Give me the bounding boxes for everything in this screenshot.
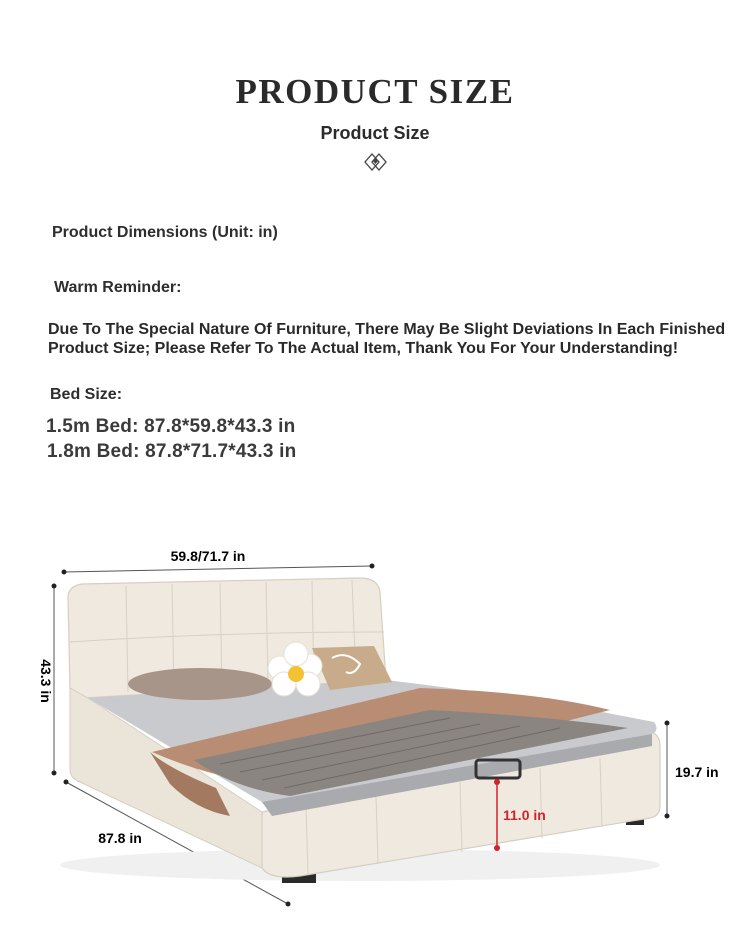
page-title: PRODUCT SIZE (235, 72, 515, 111)
pillow (128, 668, 272, 700)
bed-illustration (0, 520, 750, 941)
bed-size-heading: Bed Size: (50, 386, 123, 403)
clearance-label: 11.0 in (503, 807, 546, 823)
dimensions-heading: Product Dimensions (Unit: in) (52, 224, 278, 241)
bed-size-line-2: 1.8m Bed: 87.8*71.7*43.3 in (47, 441, 297, 462)
side-height-label: 19.7 in (675, 764, 719, 780)
length-label: 87.8 in (98, 830, 142, 846)
bed-dimension-figure (0, 520, 750, 946)
bed-size-line-1: 1.5m Bed: 87.8*59.8*43.3 in (46, 416, 296, 437)
warm-reminder-text: Due To The Special Nature Of Furniture, There May Be Slight Deviations In Each Finished Product Size; Please Refer To The Actual Item, Thank You For Your Understanding! (48, 321, 726, 357)
width-dimension-line (62, 564, 375, 575)
width-label: 59.8/71.7 in (170, 548, 246, 564)
diamond-ornament-icon (363, 152, 389, 177)
side-height-dimension-line (665, 721, 670, 819)
warm-reminder-heading: Warm Reminder: (54, 279, 182, 296)
page-subtitle: Product Size (320, 123, 430, 143)
height-label: 43.3 in (38, 659, 54, 703)
bed (60, 578, 660, 883)
